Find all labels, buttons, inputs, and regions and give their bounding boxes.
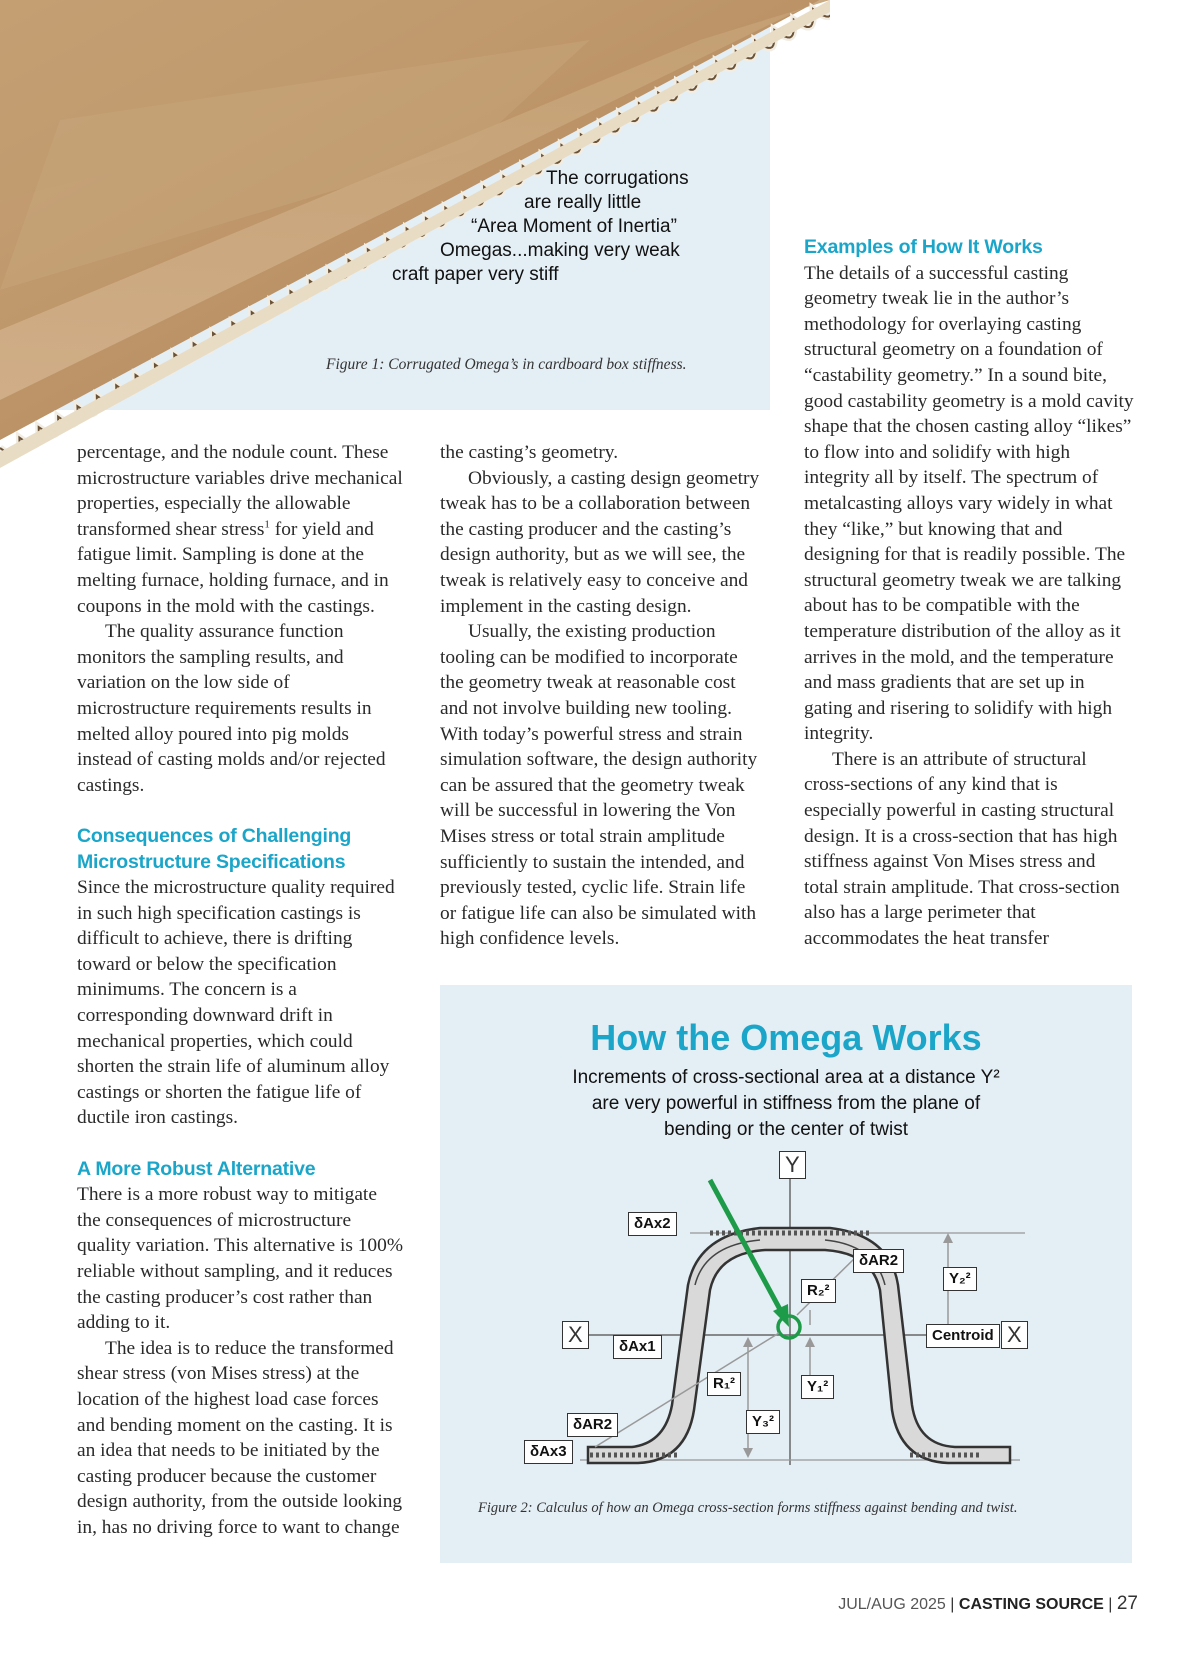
heading-consequences: Consequences of Challenging Microstructure Specifications: [77, 824, 352, 873]
x-axis-label-right: X: [1001, 1321, 1028, 1349]
col1-paragraph-3: Since the microstructure quality required in such high specification castings is difficult to achieve, there is drifting toward or below the specification minimums. The concern is a corresponding downward drift in mechanical properties, which could shorten the strain life of aluminum alloy castings or shorten the fatigue life of ductile iron castings.: [77, 877, 395, 1129]
cardboard-photo: [0, 0, 830, 470]
page-footer: JUL/AUG 2025 | CASTING SOURCE | 27: [838, 1593, 1138, 1614]
label-dAX1: δAx1: [613, 1335, 662, 1359]
col1-paragraph-2: The quality assurance function monitors the sampling results, and variation on the low side of microstructure requirements results in melted alloy poured into pig molds instead of casting molds and/or rejected castings.: [77, 621, 386, 796]
col2-paragraph-3: Usually, the existing production tooling can be modified to incorporate the geometry tweak at reasonable cost and not involve building new tooling. With today’s powerful stress and strain simulation software, the design authority can be assured that the geometry tweak will be successful in lowering the Von Mises stress or total strain amplitude sufficiently to sustain the intended, and previously tested, cyclic life. Strain life or fatigue life can also be simulated with high confidence levels.: [440, 621, 758, 950]
label-Y2: Y₂²: [943, 1267, 977, 1291]
label-dAR2-bottom: δAR2: [567, 1413, 618, 1437]
col2-paragraph-2: Obviously, a casting design geometry tweak has to be a collaboration between the casting producer and the casting’s design authority, but as we will see, the tweak is relatively easy to conceive and implement in the casting design.: [440, 467, 760, 617]
label-dAX3: δAx3: [524, 1440, 573, 1464]
col3-paragraph-2: There is an attribute of structural cross-sections of any kind that is especially powerful in casting structural design. It is a cross-section that has high stiffness against Von Mises stress and total strain amplitude. That cross-section also has a large perimeter that accommodates the heat transfer: [804, 748, 1120, 950]
column-3: [804, 235, 1134, 952]
figure-1-caption: Figure 1: Corrugated Omega’s in cardboard box stiffness.: [326, 356, 687, 373]
label-Y3: Y₃²: [746, 1410, 780, 1434]
col1-paragraph-1: percentage, and the nodule count. These microstructure variables drive mechanical properties, especially the allowable transformed shear stress$^1$ for yield and fatigue limit. Sampling is done at the melting furnace, holding furnace, and in coupons in the mold with the castings.: [77, 442, 403, 617]
column-1: [77, 440, 403, 1541]
label-Y1: Y₁²: [801, 1375, 834, 1399]
label-R2: R₂²: [801, 1279, 836, 1303]
figure-2-panel: [440, 985, 1132, 1563]
footer-magazine: CASTING SOURCE: [958, 1596, 1104, 1613]
callout-line-3: “Area Moment of Inertia”: [471, 216, 677, 237]
col1-paragraph-5: The idea is to reduce the transformed shear stress (von Mises stress) at the location of the highest load case forces and bending moment on the casting. It is an idea that needs to be initiated by the casting producer because the customer design authority, from the outside looking in, has no driving force to want to change: [77, 1337, 403, 1538]
figure-2-subtitle-1: Increments of cross-sectional area at a distance Y²: [572, 1067, 1000, 1088]
callout-line-1: The corrugations: [546, 168, 689, 189]
heading-examples: Examples of How It Works: [804, 236, 1043, 258]
col2-paragraph-1: the casting’s geometry.: [440, 442, 619, 463]
callout-line-4: Omegas...making very weak: [440, 240, 680, 261]
omega-diagram: [440, 985, 1132, 1563]
callout-line-2: are really little: [524, 192, 642, 213]
heading-robust-alternative: A More Robust Alternative: [77, 1157, 316, 1180]
figure-2-title: How the Omega Works: [590, 1017, 982, 1058]
footer-issue: JUL/AUG 2025: [838, 1596, 946, 1613]
callout-line-5: craft paper very stiff: [392, 264, 559, 285]
figure-2-subtitle-2: are very powerful in stiffness from the plane of: [591, 1093, 981, 1114]
column-2: [440, 440, 766, 952]
figure-2-caption: Figure 2: Calculus of how an Omega cross-section forms stiffness against bending and twist.: [478, 1500, 1018, 1516]
footer-page-number: 27: [1116, 1593, 1138, 1614]
col1-paragraph-4: There is a more robust way to mitigate the consequences of microstructure quality variation. This alternative is 100% reliable without sampling, and it reduces the casting producer’s cost rather than adding to it.: [77, 1184, 403, 1334]
label-dAX2: δAx2: [628, 1212, 677, 1236]
figure-2-subtitle-3: bending or the center of twist: [664, 1119, 908, 1140]
label-centroid: Centroid: [926, 1324, 1000, 1348]
col3-paragraph-1: The details of a successful casting geometry tweak lie in the author’s methodology for overlaying casting structural geometry on a foundation of “castability geometry.” In a sound bite, good castability geometry is a mold cavity shape that the chosen casting alloy “likes” to flow into and solidify with high integrity all by itself. The spectrum of metalcasting alloys vary widely in what they “like,” but knowing that and designing for that is readily possible. The structural geometry tweak we are talking about has to be compatible with the temperature distribution of the alloy as it arrives in the mold, and the temperature and mass gradients that are set up in gating and risering to solidify with high integrity.: [804, 262, 1134, 745]
label-R1: R₁²: [707, 1372, 741, 1396]
label-dAR2-top: δAR2: [853, 1249, 904, 1273]
x-axis-label-left: X: [562, 1321, 589, 1349]
y-axis-label: Y: [779, 1151, 806, 1179]
